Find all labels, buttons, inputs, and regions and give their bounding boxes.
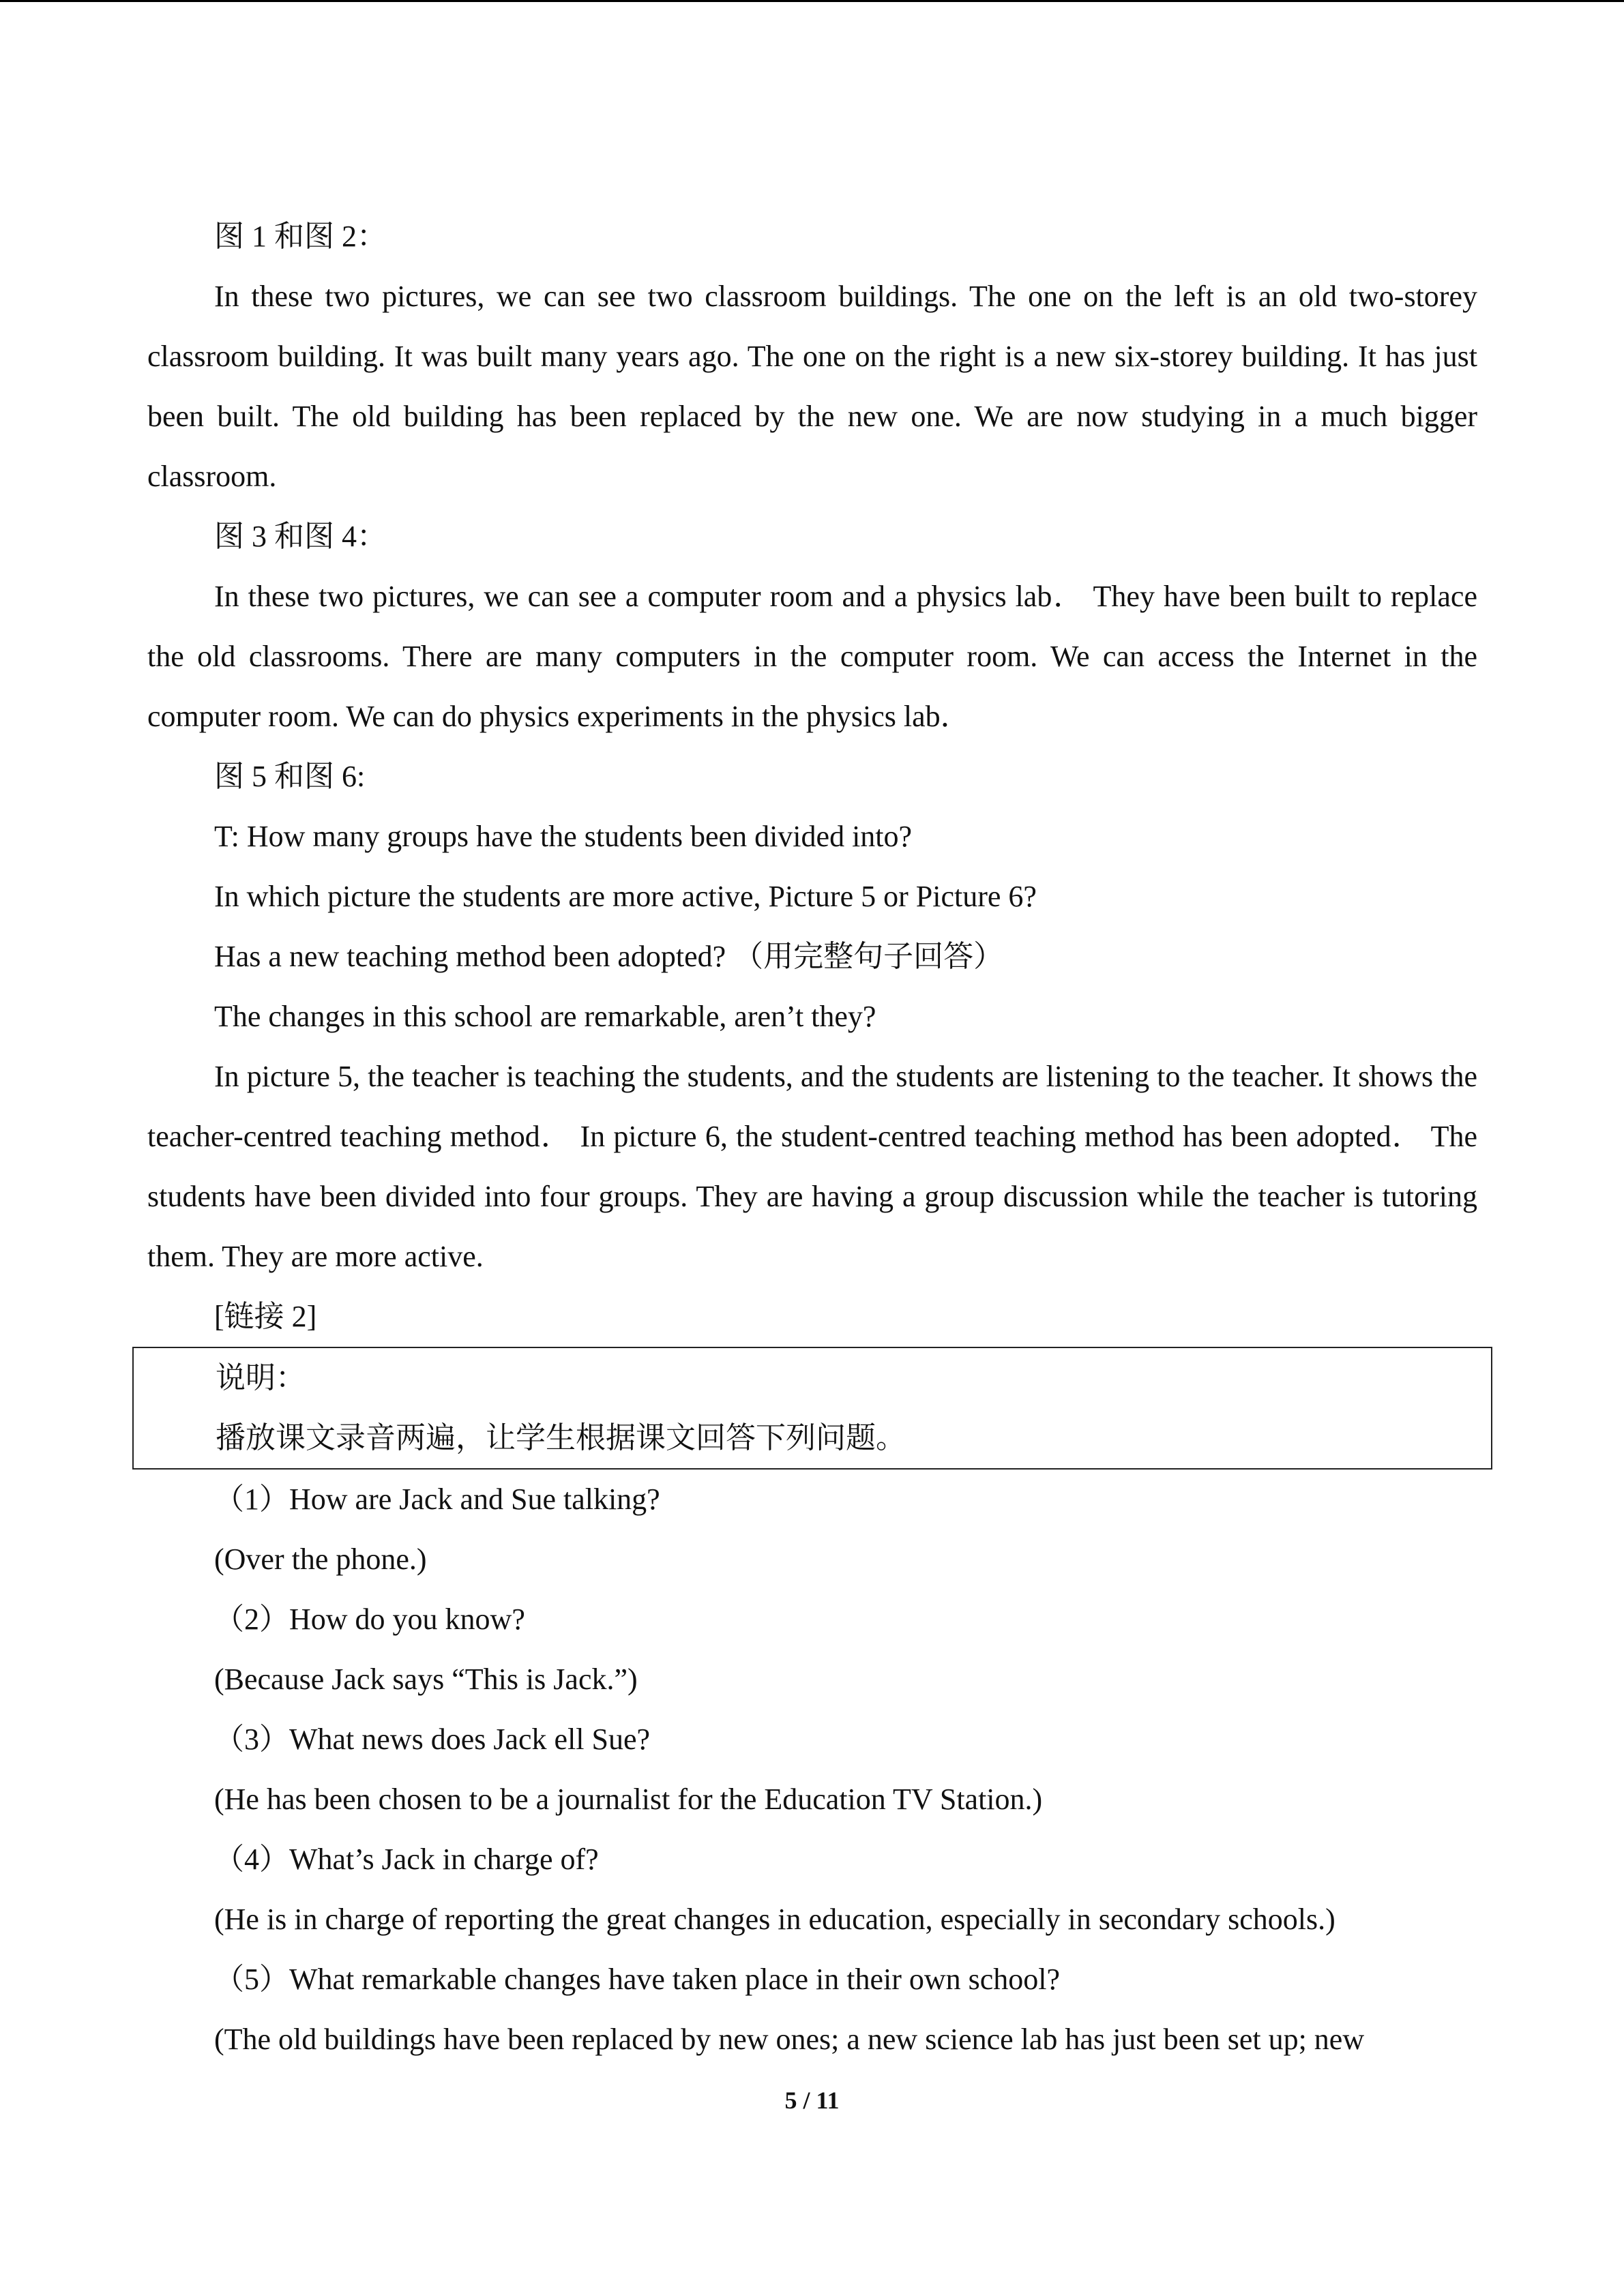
qa-answer: (Because Jack says “This is Jack.”) xyxy=(214,1663,638,1696)
link-label: [链接 2] xyxy=(214,1300,317,1333)
page-content xyxy=(147,207,1477,2070)
question-line: T: How many groups have the students been divided into? xyxy=(214,820,913,853)
instruction-box xyxy=(132,1347,1492,1470)
note-title: 说明： xyxy=(216,1361,306,1395)
paragraph-fig12: In these two pictures, we can see two classroom buildings. The one on the left is an old two-storey classroom building. It was built many years ago. The one on the right is a new six-storey building. It has just been built. The old building has been replaced by the new one. We are now studying in a much bigger classroom. xyxy=(147,280,1477,493)
section-heading-fig56: 图 5 和图 6: xyxy=(214,760,366,793)
qa-answer: (The old buildings have been replaced by new ones; a new science lab has just been set up; new xyxy=(214,2023,1365,2056)
section-heading-fig12: 图 1 和图 2： xyxy=(214,220,387,253)
qa-question: （3）What news does Jack ell Sue? xyxy=(214,1723,651,1756)
question-line: The changes in this school are remarkable, aren’t they? xyxy=(214,1000,876,1033)
paragraph-fig56: In picture 5, the teacher is teaching the students, and the students are listening to the teacher. It shows the teacher-centred teaching method． In picture 6, the student-centred teaching method has been adopted． The students have been divided into four groups. They are having a group discussion while the teacher is tutoring them. They are more active. xyxy=(147,1060,1477,1273)
qa-question: （4）What’s Jack in charge of? xyxy=(214,1843,599,1876)
question-line: In which picture the students are more active, Picture 5 or Picture 6? xyxy=(214,880,1037,913)
qa-question: （2）How do you know? xyxy=(214,1602,525,1636)
qa-answer: (He has been chosen to be a journalist for the Education TV Station.) xyxy=(214,1783,1043,1816)
qa-list xyxy=(147,1470,1477,2070)
qa-question: （1）How are Jack and Sue talking? xyxy=(214,1482,660,1516)
note-text: 播放课文录音两遍，让学生根据课文回答下列问题。 xyxy=(216,1421,906,1455)
paragraph-fig34: In these two pictures, we can see a computer room and a physics lab． They have been built to replace the old classrooms. There are many computers in the computer room. We can access the Internet in the computer room. We can do physics experiments in the physics lab． xyxy=(147,580,1477,733)
section-heading-fig34: 图 3 和图 4： xyxy=(214,520,387,553)
qa-question: （5）What remarkable changes have taken place in their own school? xyxy=(214,1963,1061,1996)
qa-answer: (Over the phone.) xyxy=(214,1542,427,1576)
page-number: 5 / 11 xyxy=(784,2087,840,2114)
question-line: Has a new teaching method been adopted? （用完整句子回答） xyxy=(214,940,1004,973)
qa-answer: (He is in charge of reporting the great changes in education, especially in secondary schools.) xyxy=(214,1903,1335,1936)
